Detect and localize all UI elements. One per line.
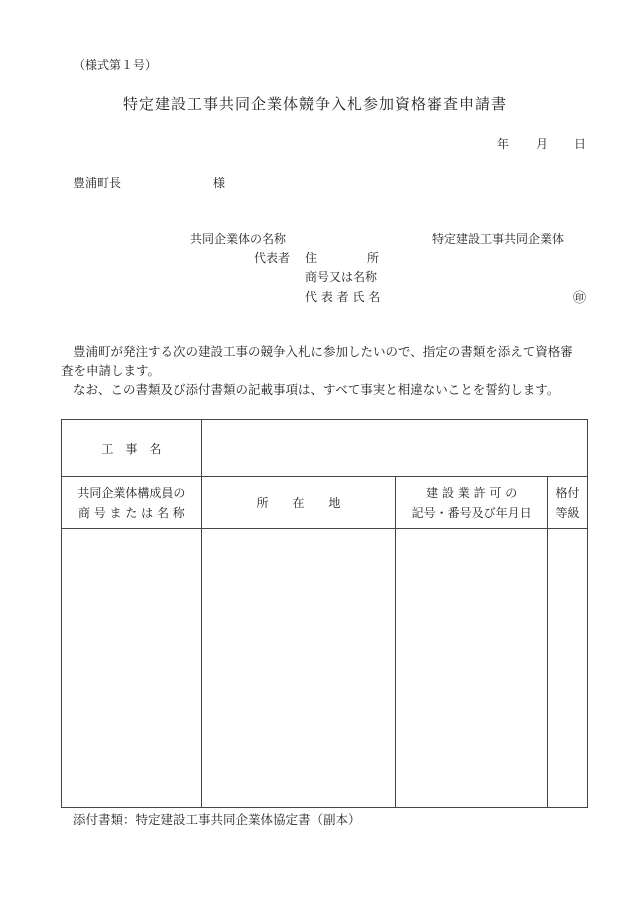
attachment-note: 添付書類：特定建設工事共同企業体協定書（副本） [73, 812, 361, 827]
project-name-label: 工 事 名 [62, 420, 202, 477]
grade-cell[interactable] [548, 529, 588, 808]
location-cell[interactable] [201, 529, 396, 808]
seal-mark: ㊞ [573, 291, 587, 306]
entry-row [62, 529, 588, 808]
member-header-line-2: 商 号 ま た は 名 称 [77, 505, 185, 520]
license-header-line-2: 記号・番号及び年月日 [411, 505, 532, 520]
addressee-honorific: 様 [213, 176, 226, 190]
date-month: 月 [536, 137, 549, 151]
document-title: 特定建設工事共同企業体競争入札参加資格審査申請書 [122, 95, 507, 113]
project-name-field[interactable] [201, 420, 587, 477]
member-header-line-1: 共同企業体構成員の [77, 485, 186, 500]
project-name-row [62, 420, 588, 477]
header-row [62, 477, 588, 529]
date-year: 年 [497, 137, 510, 151]
statement-line-1: 豊浦町が発注する次の建設工事の競争入札に参加したいので、指定の書類を添えて資格審 [73, 344, 573, 359]
license-header-line-1: 建 設 業 許 可 の [426, 485, 518, 500]
address-label-2: 所 [367, 251, 380, 265]
rep-name-label: 代 表 者 氏 名 [305, 290, 381, 304]
statement-line-3: なお、この書類及び添付書類の記載事項は、すべて事実と相違ないことを誓約します。 [73, 382, 560, 397]
addressee-name: 豊浦町長 [73, 176, 122, 190]
application-table [61, 419, 588, 808]
member-name-header [62, 477, 202, 529]
location-header: 所 在 地 [201, 477, 396, 529]
address-label-1: 住 [305, 251, 318, 265]
grade-header [548, 477, 588, 529]
representative-label: 代表者 [254, 251, 291, 265]
license-header [396, 477, 548, 529]
grade-header-line-1: 格付 [555, 485, 580, 500]
jv-name-label: 共同企業体の名称 [190, 232, 287, 246]
license-cell[interactable] [396, 529, 548, 808]
date-day: 日 [574, 137, 587, 151]
member-name-cell[interactable] [62, 529, 202, 808]
trade-name-label: 商号又は名称 [305, 270, 378, 284]
grade-header-line-2: 等級 [555, 505, 580, 520]
form-number: （様式第１号） [73, 58, 158, 72]
jv-name-value: 特定建設工事共同企業体 [432, 232, 565, 246]
statement-line-2: 査を申請します。 [61, 363, 161, 378]
